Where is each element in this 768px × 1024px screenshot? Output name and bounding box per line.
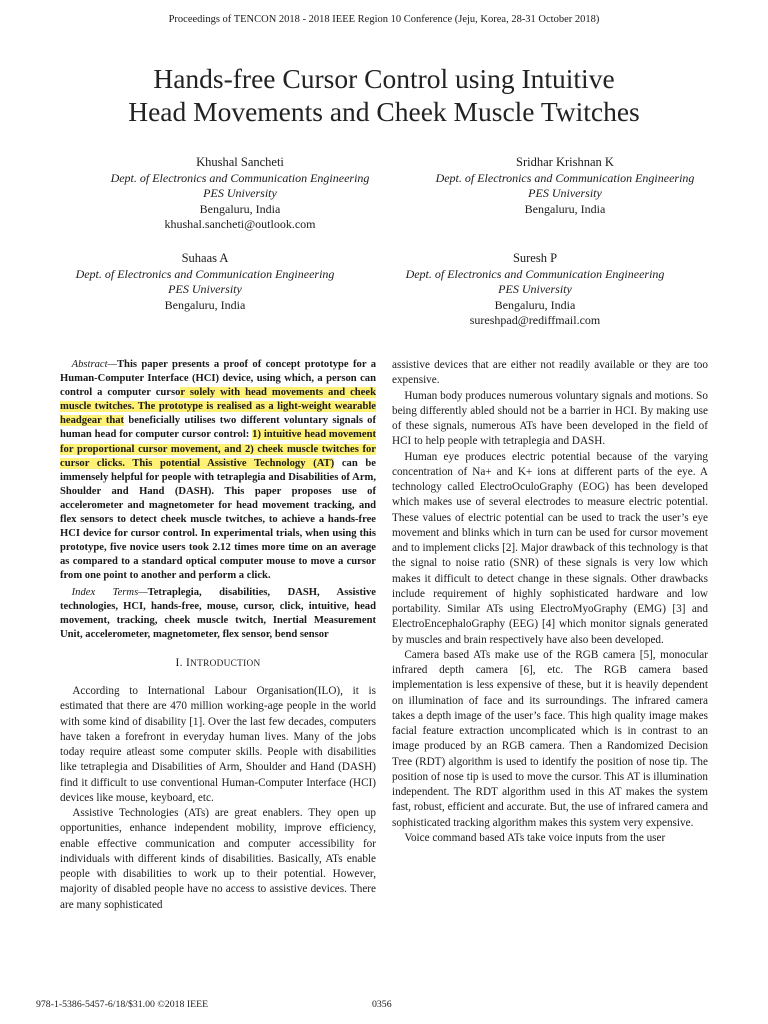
author-name: Suresh P (512, 251, 558, 265)
author-dept: Dept. of Electronics and Communication Engineering (405, 266, 665, 281)
paper-title (40, 62, 728, 128)
abstract-text: This paper presents a proof of concept prototype for a Human-Computer Interface (HCI) device, using which, a person can control a computer curso (60, 359, 376, 399)
author-dept: Dept. of Electronics and Communication Engineering (110, 170, 370, 185)
author-city: Bengaluru, India (494, 297, 576, 312)
author-dept: Dept. of Electronics and Communication Engineering (435, 170, 695, 185)
section-heading: I. INTRODUCTION (175, 656, 261, 669)
body-paragraph: Assistive Technologies (ATs) are great enablers. They open up opportunities, enhance independent mobility, improve efficiency, enable effective communication and computer accessibility for individuals with different kinds of disabilities. Basically, ATs enable people with disabilities to work up to their potential. However, majority of disabled people have no access to assistive devices. There are many sophisticated (60, 807, 376, 911)
author-university: PES University (498, 282, 572, 296)
left-column (60, 358, 376, 913)
author-university: PES University (168, 282, 242, 296)
proceedings-header: Proceedings of TENCON 2018 - 2018 IEEE Region 10 Conference (Jeju, Korea, 28-31 October 2018) (168, 14, 600, 25)
author-block (370, 251, 700, 329)
author-name: Suhaas A (181, 251, 229, 265)
title-line-1: Hands-free Cursor Control using Intuitive (153, 63, 615, 94)
author-university: PES University (203, 186, 277, 200)
author-block (80, 155, 400, 233)
body-paragraph: According to International Labour Organisation(ILO), it is estimated that there are 470 million working-age people in the world with some kind of disability [1]. Over the last few decades, computers have taken a forefront in everyday human lives. Many of the jobs today require atleast some computer skills. People with disabilities like tetraplegia and Disabilities of Arm, Shoulder and Hand (DASH) find it difficult to use conventional Human-Computer Interface (HCI) devices like mouse, keyboard, etc. (60, 685, 376, 804)
abstract-highlight: r solely with head movements and cheek muscle twitches. The prototype is realised as a light-weight wearable headgear that (60, 387, 376, 427)
body-paragraph: assistive devices that are either not readily available or they are too expensive. (392, 359, 708, 387)
page-number: 0356 (372, 999, 392, 1010)
author-city: Bengaluru, India (524, 201, 606, 216)
author-name: Khushal Sancheti (196, 155, 284, 169)
author-email[interactable]: sureshpad@rediffmail.com (469, 313, 601, 327)
body-paragraph: Voice command based ATs take voice inputs from the user (404, 831, 666, 844)
author-city: Bengaluru, India (199, 201, 281, 216)
title-line-2: Head Movements and Cheek Muscle Twitches (128, 96, 640, 127)
body-paragraph: Human eye produces electric potential because of the varying concentration of Na+ and K+ ions at different parts of the eye. A technology called ElectroOculoGraphy (EOG) has been developed which makes use of several electrodes to measure electric potential. These values of electric potential can be used to track the user’s eye movement and blinks which in turn can be used for cursor movement and to implement clicks [2]. Major drawback of this technology is that the signal to noise ratio (SNR) of these signals is very low which makes it difficult to detect change in these signals. Other drawbacks include requirement of highly sophisticated hardware and low portability. Similar ATs using ElectroMyoGraphy (EMG) [3] and ElectroEncephaloGraphy (EEG) [4] which monitor signals generated by muscles and brain respectively have also been developed. (392, 450, 708, 646)
author-name: Sridhar Krishnan K (516, 155, 614, 169)
author-city: Bengaluru, India (164, 297, 246, 312)
author-dept: Dept. of Electronics and Communication Engineering (75, 266, 335, 281)
abstract-label: Abstract— (71, 359, 117, 370)
footer-isbn: 978-1-5386-5457-6/18/$31.00 ©2018 IEEE (36, 999, 209, 1010)
body-paragraph: Human body produces numerous voluntary signals and motions. So being differently abled should not be a barrier in HCI. By making use of these signals, numerous ATs have been developed in the field of HCI to help people with tetraplegia and DASH. (392, 389, 708, 448)
index-terms (60, 586, 376, 642)
index-terms-text: Tetraplegia, disabilities, DASH, Assistive technologies, HCI, hands-free, mouse, cursor, click, intuitive, head movement, tracking, cheek muscle twitch, Inertial Measurement Unit, accelerometer, magnetometer, flex sensor, bend sensor (60, 586, 376, 640)
abstract-highlight: 1) intuitive head movement for proportional cursor movement, and 2) cheek muscle twitches for cursor clicks. This potential Assistive Technology (AT) (60, 429, 377, 469)
right-column (392, 358, 708, 846)
abstract-text: can be immensely helpful for people with tetraplegia and Disabilities of Arm, Shoulder and Hand (DASH). This paper proposes use of accelerometer and magnetometer for head movement tracking, and flex sensors to detect cheek muscle twitches, to achieve a hands-free HCI device for cursor control. In experimental trials, when using this prototype, five novice users took 2.12 times more time on an average as compared to a standard optical computer mouse to move a cursor from one point to another and perform a click. (60, 457, 376, 582)
author-block (400, 155, 730, 217)
author-block (50, 251, 360, 313)
author-university: PES University (528, 186, 602, 200)
body-paragraph: Camera based ATs make use of the RGB camera [5], monocular infrared depth camera [6], etc. The RGB camera based implementation is less expensive of these, but it is heavily dependent on illumination of face and its surroundings. The infrared camera takes a depth image of the user’s face. This high quality image makes facial feature extraction uncomplicated which is in contrast to an image produced by an RGB camera. Then a Randomized Decision Tree (RDT) algorithm is used to identify the position of nose tip. The position of nose tip is used to move the cursor. This AT is illumination independent. The RDT algorithm used in this AT makes the system fast, robust, efficient and accurate. But, the use of infrared camera and sophisticated tracking algorithm makes this system very expensive. (392, 648, 708, 829)
abstract (60, 358, 376, 584)
index-terms-label: Index Terms— (71, 586, 148, 598)
author-email[interactable]: khushal.sancheti@outlook.com (164, 217, 316, 231)
abstract-text: beneficially utilises two different voluntary signals of human head for computer cursor control: (60, 415, 376, 441)
